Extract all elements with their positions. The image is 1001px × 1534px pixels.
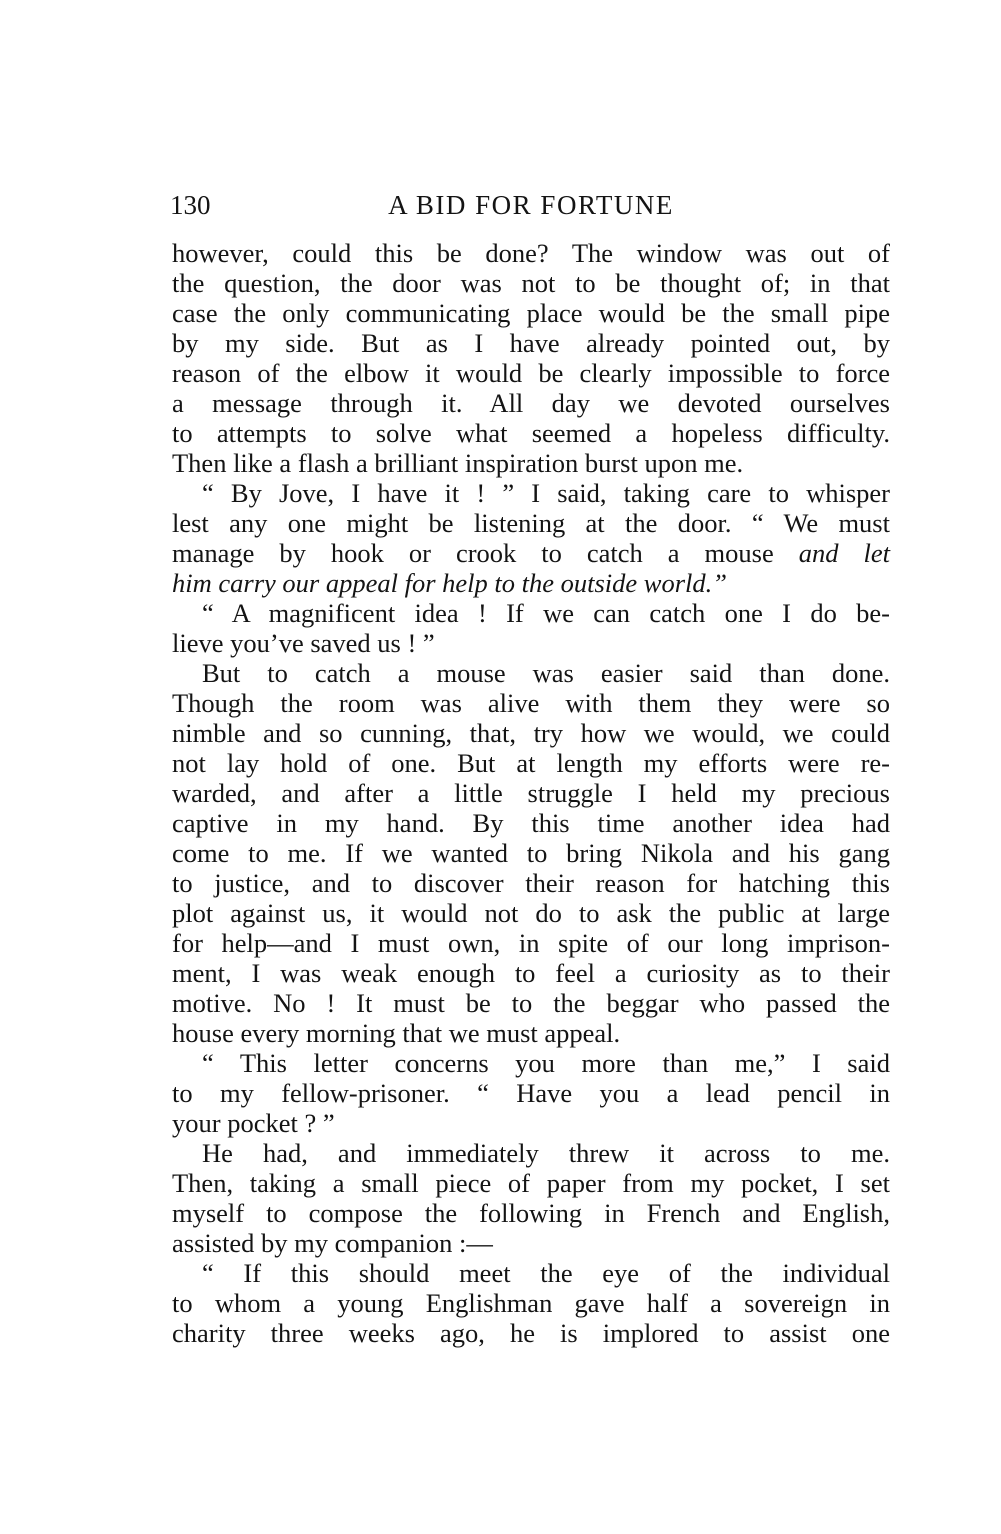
text-line <box>172 778 890 808</box>
line-text: Then like a flash a brilliant inspiration burst upon me. <box>172 448 744 478</box>
line-text: motive. No ! It must be to the beggar who passed the <box>172 988 890 1018</box>
line-text: nimble and so cunning, that, try how we would, we could <box>172 718 890 748</box>
text-line <box>172 1318 890 1348</box>
page-header <box>172 190 890 222</box>
text-line <box>172 418 890 448</box>
text-line <box>172 1078 890 1108</box>
line-text: house every morning that we must appeal. <box>172 1018 621 1048</box>
text-line <box>172 1198 890 1228</box>
line-text: “ A magnificent idea ! If we can catch one I do be- <box>202 598 890 628</box>
line-text: to my fellow-prisoner. “ Have you a lead pencil in <box>172 1078 890 1108</box>
body-text <box>172 238 890 1348</box>
line-text: come to me. If we wanted to bring Nikola and his gang <box>172 838 890 868</box>
line-text: plot against us, it would not do to ask the public at large <box>172 898 890 928</box>
line-text: to attempts to solve what seemed a hopeless difficulty. <box>172 418 890 448</box>
text-line <box>172 718 890 748</box>
text-line <box>172 508 890 538</box>
text-line <box>172 1258 890 1288</box>
line-text: “ If this should meet the eye of the individual <box>202 1258 890 1288</box>
text-line <box>172 1168 890 1198</box>
text-line <box>172 538 890 568</box>
line-text: myself to compose the following in French and English, <box>172 1198 890 1228</box>
line-text: to justice, and to discover their reason for hatching this <box>172 868 890 898</box>
line-text: a message through it. All day we devoted ourselves <box>172 388 890 418</box>
text-line <box>172 358 890 388</box>
text-line <box>172 328 890 358</box>
text-line <box>172 568 890 598</box>
text-line <box>172 898 890 928</box>
text-line <box>172 1228 890 1258</box>
running-title: A BID FOR FORTUNE <box>388 190 674 220</box>
line-text: warded, and after a little struggle I held my precious <box>172 778 890 808</box>
text-line <box>172 1018 890 1048</box>
line-text: however, could this be done? The window was out of <box>172 238 890 268</box>
text-line <box>172 928 890 958</box>
text-line <box>172 448 890 478</box>
text-line <box>172 1288 890 1318</box>
text-line <box>172 988 890 1018</box>
line-text: case the only communicating place would be the small pipe <box>172 298 890 328</box>
line-italic-text: him carry our appeal for help to the outside world.” <box>172 568 728 598</box>
text-line <box>172 238 890 268</box>
text-line <box>172 598 890 628</box>
text-line <box>172 658 890 688</box>
line-text: the question, the door was not to be thought of; in that <box>172 268 890 298</box>
text-line <box>172 1048 890 1078</box>
line-text: Though the room was alive with them they were so <box>172 688 890 718</box>
line-text: lest any one might be listening at the door. “ We must <box>172 508 890 538</box>
text-line <box>172 388 890 418</box>
text-line <box>172 808 890 838</box>
line-text: to whom a young Englishman gave half a sovereign in <box>172 1288 890 1318</box>
line-text: “ By Jove, I have it ! ” I said, taking care to whisper <box>202 478 890 508</box>
line-text: reason of the elbow it would be clearly impossible to force <box>172 358 890 388</box>
line-text: charity three weeks ago, he is implored to assist one <box>172 1318 890 1348</box>
text-line <box>172 868 890 898</box>
line-text: by my side. But as I have already pointed out, by <box>172 328 890 358</box>
book-page <box>172 190 890 1348</box>
line-text: not lay hold of one. But at length my efforts were re- <box>172 748 890 778</box>
text-line <box>172 478 890 508</box>
page-number: 130 <box>170 190 211 220</box>
text-line <box>172 838 890 868</box>
line-text: ment, I was weak enough to feel a curiosity as to their <box>172 958 890 988</box>
line-text: Then, taking a small piece of paper from my pocket, I set <box>172 1168 890 1198</box>
line-text: “ This letter concerns you more than me,” I said <box>202 1048 890 1078</box>
line-text: captive in my hand. By this time another idea had <box>172 808 890 838</box>
text-line <box>172 688 890 718</box>
text-line <box>172 958 890 988</box>
line-text: He had, and immediately threw it across to me. <box>202 1138 890 1168</box>
text-line <box>172 748 890 778</box>
text-line <box>172 268 890 298</box>
text-line <box>172 298 890 328</box>
text-line <box>172 628 890 658</box>
line-text: for help—and I must own, in spite of our long imprison- <box>172 928 890 958</box>
line-italic-text: and let <box>798 538 890 568</box>
text-line <box>172 1108 890 1138</box>
text-line <box>172 1138 890 1168</box>
line-text: But to catch a mouse was easier said than done. <box>202 658 890 688</box>
line-text: assisted by my companion :— <box>172 1228 493 1258</box>
line-text: manage by hook or crook to catch a mouse <box>172 538 799 568</box>
line-text: your pocket ? ” <box>172 1108 335 1138</box>
line-text: lieve you’ve saved us ! ” <box>172 628 435 658</box>
